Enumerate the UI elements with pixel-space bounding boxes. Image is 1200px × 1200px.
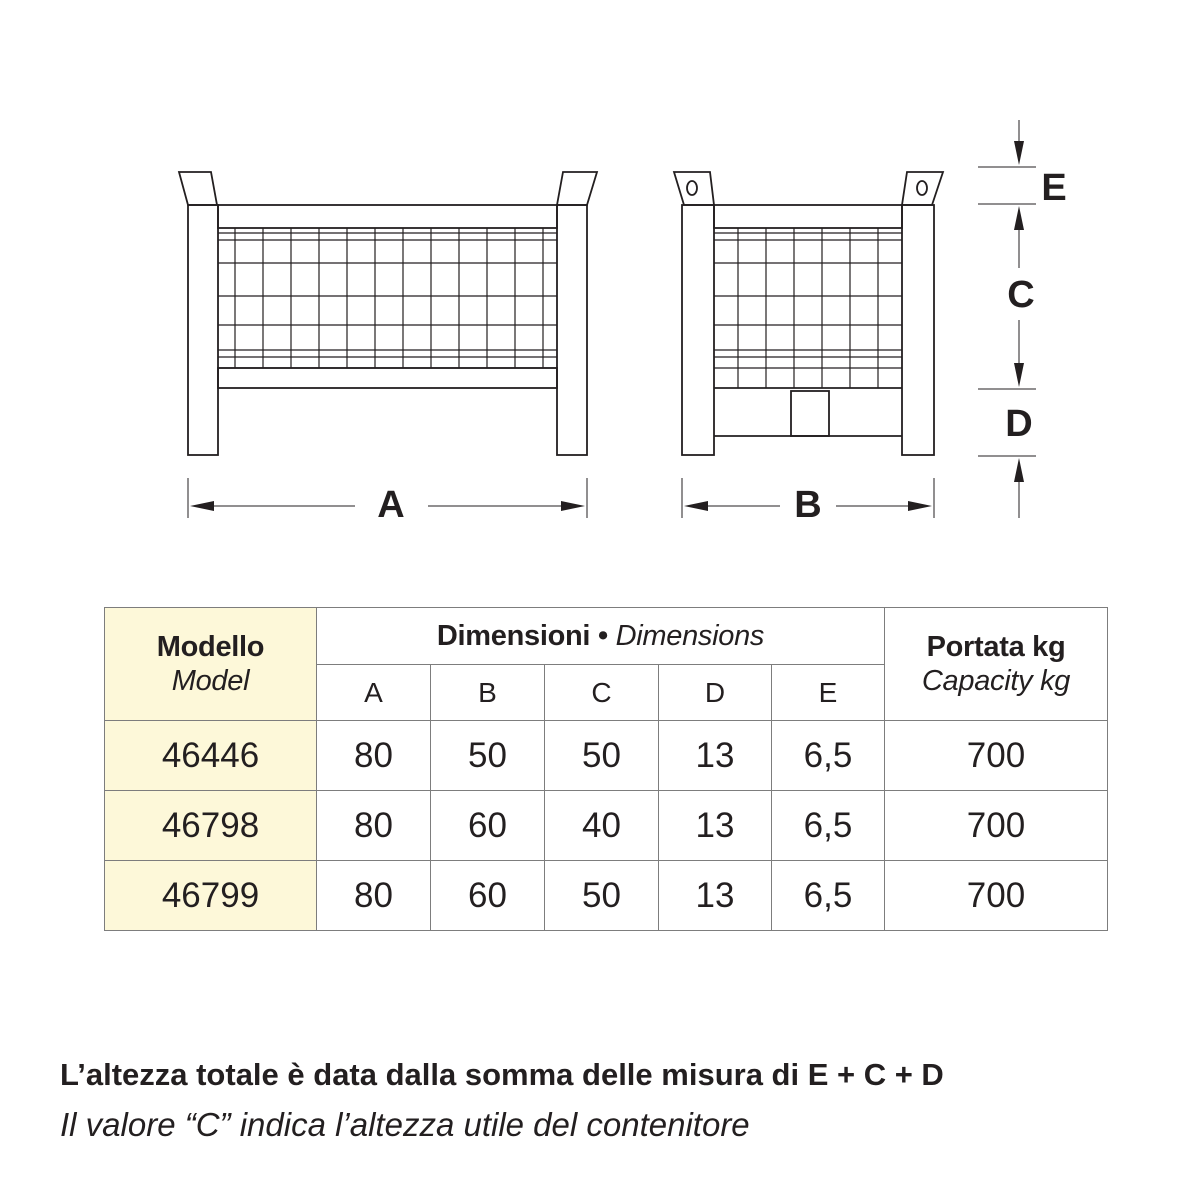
arrow-down-icon — [1014, 363, 1024, 387]
model-header-it: Modello — [156, 631, 265, 663]
column-header-a: A — [317, 665, 431, 721]
value-d-cell: 13 — [659, 721, 772, 791]
dimension-e-label: E — [1041, 167, 1067, 209]
capacity-cell: 700 — [885, 721, 1108, 791]
dimensions-header-en: Dimensions — [615, 619, 765, 652]
front-view — [179, 172, 597, 455]
vertical-dimensions — [978, 120, 1036, 518]
value-b-cell: 60 — [431, 791, 545, 861]
value-b-cell: 60 — [431, 861, 545, 931]
model-cell: 46799 — [105, 861, 317, 931]
dimensions-header — [317, 608, 885, 665]
table-row — [105, 721, 1108, 791]
value-e-cell: 6,5 — [772, 721, 885, 791]
c-value-note: Il valore “C” indica l’altezza utile del contenitore — [60, 1106, 750, 1143]
value-e-cell: 6,5 — [772, 791, 885, 861]
dimension-c-label: C — [1007, 274, 1035, 316]
arrow-down-icon — [1014, 141, 1024, 165]
arrow-left-icon — [190, 501, 214, 511]
model-cell: 46446 — [105, 721, 317, 791]
value-c-cell: 40 — [545, 791, 659, 861]
arrow-up-icon — [1014, 206, 1024, 230]
capacity-header — [885, 608, 1108, 721]
column-header-c: C — [545, 665, 659, 721]
arrow-right-icon — [908, 501, 932, 511]
table-row — [105, 861, 1108, 931]
value-a-cell: 80 — [317, 721, 431, 791]
arrow-up-icon — [1014, 458, 1024, 482]
dimensions-separator: • — [597, 619, 608, 652]
value-d-cell: 13 — [659, 791, 772, 861]
model-cell: 46798 — [105, 791, 317, 861]
column-header-d: D — [659, 665, 772, 721]
arrow-left-icon — [684, 501, 708, 511]
column-header-e: E — [772, 665, 885, 721]
value-d-cell: 13 — [659, 861, 772, 931]
model-header-en: Model — [171, 665, 250, 697]
table-row — [105, 791, 1108, 861]
value-a-cell: 80 — [317, 791, 431, 861]
front-mesh — [218, 228, 557, 368]
dimension-b-label: B — [794, 484, 822, 526]
total-height-note: L’altezza totale è data dalla somma delle misura di E + C + D — [60, 1057, 944, 1092]
model-header — [105, 608, 317, 721]
dimension-d-label: D — [1005, 403, 1033, 445]
capacity-header-en: Capacity kg — [921, 665, 1071, 697]
specifications-table — [104, 607, 1108, 931]
arrow-right-icon — [561, 501, 585, 511]
capacity-header-it: Portata kg — [926, 631, 1066, 663]
container-technical-drawing — [0, 0, 1200, 560]
value-b-cell: 50 — [431, 721, 545, 791]
value-a-cell: 80 — [317, 861, 431, 931]
dimensions-header-it: Dimensioni — [436, 619, 591, 652]
side-view — [674, 172, 943, 455]
value-e-cell: 6,5 — [772, 861, 885, 931]
capacity-cell: 700 — [885, 791, 1108, 861]
dimension-a-label: A — [377, 484, 405, 526]
notes — [60, 1055, 1180, 1145]
value-c-cell: 50 — [545, 721, 659, 791]
value-c-cell: 50 — [545, 861, 659, 931]
capacity-cell: 700 — [885, 861, 1108, 931]
dimension-a — [188, 478, 587, 526]
dimension-b — [682, 478, 934, 526]
column-header-b: B — [431, 665, 545, 721]
side-mesh — [714, 228, 902, 388]
